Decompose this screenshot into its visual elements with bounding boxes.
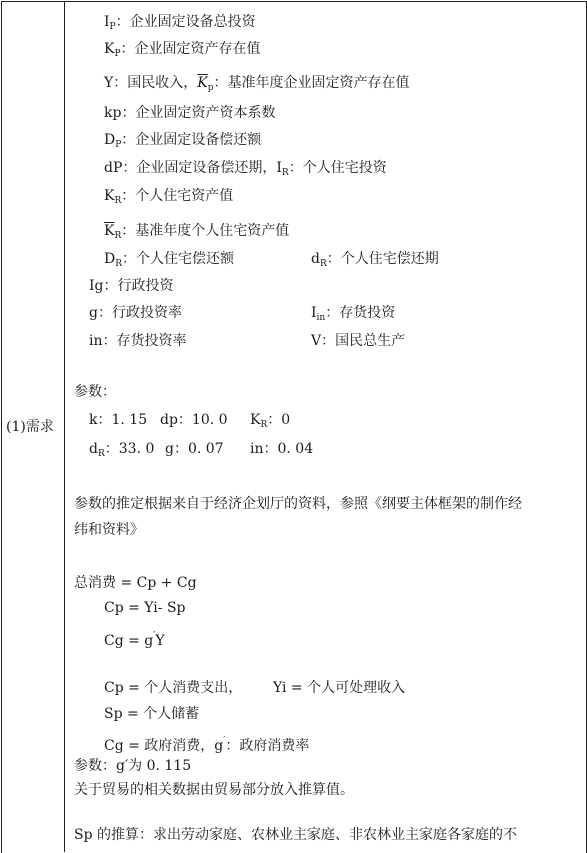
var-dp-period: [104, 159, 387, 182]
var-ir-subscript: R: [281, 168, 289, 178]
var-dp-symbol: D: [104, 132, 116, 148]
var-in: in：存货投资率: [89, 333, 187, 349]
var-ip-desc: ：企业固定设备总投资: [115, 14, 256, 30]
var-kp-bar-desc: ：基准年度企业固定资产存在值: [213, 75, 410, 91]
var-kp-subscript: P: [114, 49, 121, 59]
def-cp: Cp = 个人消费支出，: [104, 680, 243, 696]
formula-cp: Cp = Yi- Sp: [104, 600, 186, 616]
var-dp-period-desc: dP：企业固定设备偿还期，: [104, 160, 277, 176]
var-kp-coef: kp：企业固定资产资本系数: [104, 105, 276, 121]
param-dr: [89, 440, 154, 463]
param-dr-subscript: R: [97, 449, 105, 459]
var-kr-symbol: K: [104, 188, 115, 204]
var-ir-symbol: I: [276, 160, 282, 176]
formula-cg-y: Y: [155, 633, 165, 649]
param-kr: [250, 411, 290, 434]
var-iin-subscript: in: [316, 313, 326, 323]
var-kr-bar-symbol: $\overline{K}$: [104, 223, 115, 239]
var-dr-period-symbol: d: [311, 251, 320, 267]
var-dr: [104, 250, 234, 273]
sp-calculation: Sp 的推算：求出劳动家庭、农林业主家庭、非农林业主家庭各家庭的不: [74, 827, 518, 843]
consumption-param: 参数：g′为 0. 115: [74, 758, 192, 774]
param-dr-symbol: d: [89, 441, 98, 457]
param-kr-subscript: R: [260, 420, 268, 430]
var-dr-symbol: D: [104, 251, 116, 267]
var-kr-subscript: R: [114, 196, 122, 206]
var-iin-symbol: I: [311, 305, 317, 321]
var-dp-subscript: P: [115, 140, 122, 150]
var-g: g：行政投资率: [89, 305, 182, 321]
var-kp: [104, 40, 261, 63]
var-ip-symbol: I: [104, 14, 110, 30]
var-kr-bar-subscript: R: [114, 231, 122, 241]
param-kr-symbol: K: [250, 412, 261, 428]
def-cg-text: Cg = 政府消费，g: [104, 738, 224, 754]
var-kr-desc: ：个人住宅资产值: [121, 188, 234, 204]
var-v: V：国民总生产: [311, 333, 406, 349]
var-kr-bar: [104, 222, 289, 245]
trade-note: 关于贸易的相关数据由贸易部分放入推算值。: [74, 782, 354, 798]
var-dr-period-subscript: R: [319, 259, 327, 269]
var-kp-symbol: K: [104, 41, 115, 57]
var-kp-bar-subscript: p: [207, 83, 214, 93]
formula-cg-lhs: Cg = g: [104, 633, 154, 649]
var-dr-period-desc: ：个人住宅偿还期: [326, 251, 439, 267]
var-ir-desc: ：个人住宅投资: [288, 160, 387, 176]
var-dp: [104, 131, 261, 154]
var-y: [104, 74, 409, 97]
param-k: k：1. 15: [89, 412, 148, 428]
var-dr-subscript: R: [115, 259, 123, 269]
var-ig: Ig：行政投资: [89, 278, 174, 294]
def-cg-rate: ：政府消费率: [225, 738, 310, 754]
basis-line-2: 纬和资料》: [74, 522, 144, 538]
var-y-desc: Y：国民收入，: [104, 75, 198, 91]
param-g: g：0. 07: [165, 441, 224, 457]
var-kp-desc: ：企业固定资产存在值: [120, 41, 261, 57]
var-iin-desc: ：存货投资: [325, 305, 396, 321]
var-kr-bar-desc: ：基准年度个人住宅资产值: [121, 223, 290, 239]
var-kp-bar-symbol: $\overline{K}$: [197, 75, 208, 91]
def-yi: Yi = 个人可处理收入: [273, 680, 406, 696]
param-kr-value: ：0: [267, 412, 291, 428]
param-dp: dp：10. 0: [160, 412, 228, 428]
column-divider: [64, 1, 65, 852]
def-cg-prime: ′: [223, 736, 226, 746]
def-sp: Sp = 个人储蓄: [104, 706, 200, 722]
var-dp-desc: ：企业固定设备偿还额: [121, 132, 262, 148]
var-dr-desc: ：个人住宅偿还额: [122, 251, 235, 267]
params-title: 参数：: [74, 384, 116, 400]
formula-cg: [104, 627, 165, 650]
param-in: in：0. 04: [250, 441, 314, 457]
var-iin: [311, 304, 395, 327]
var-ip-subscript: P: [109, 22, 116, 32]
formula-total-consumption: 总消费 = Cp + Cg: [74, 575, 197, 591]
def-cg: [104, 732, 309, 755]
formula-cg-prime: ′: [153, 631, 156, 641]
basis-line-1: 参数的推定根据来自于经济企划厅的资料，参照《纲要主体框架的制作经: [74, 496, 522, 512]
var-ip: [104, 13, 256, 36]
var-dr-period: [311, 250, 439, 273]
var-kr: [104, 187, 233, 210]
row-label: (1)需求: [6, 419, 54, 435]
param-dr-value: ：33. 0: [104, 441, 155, 457]
